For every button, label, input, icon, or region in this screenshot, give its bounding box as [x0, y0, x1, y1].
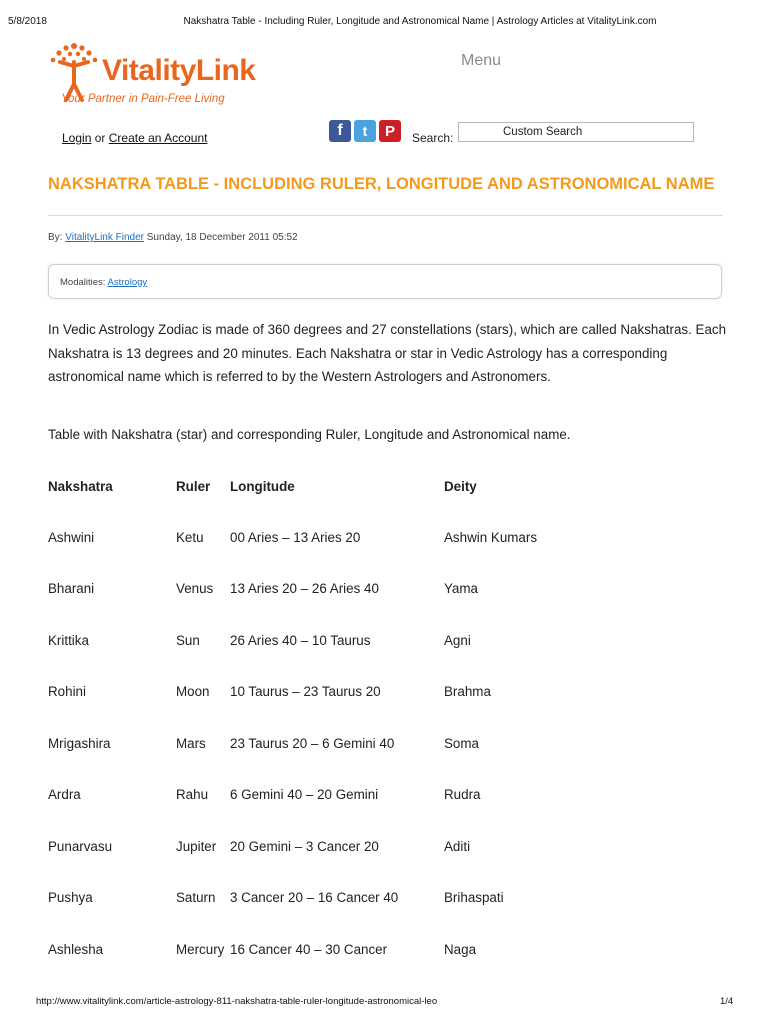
by-label: By:: [48, 232, 63, 243]
cell-nakshatra: Mrigashira: [48, 736, 111, 751]
cell-ruler: Moon: [176, 684, 210, 699]
cell-deity: Soma: [444, 736, 479, 751]
cell-nakshatra: Ashwini: [48, 530, 95, 545]
cell-ruler: Jupiter: [176, 839, 217, 854]
cell-longitude: 10 Taurus – 23 Taurus 20: [230, 684, 381, 699]
cell-ruler: Saturn: [176, 890, 216, 905]
social-links: [329, 120, 401, 142]
cell-deity: Naga: [444, 942, 477, 957]
print-footer-page: 1/4: [720, 996, 734, 1007]
cell-longitude: 13 Aries 20 – 26 Aries 40: [230, 581, 379, 596]
twitter-icon[interactable]: t: [354, 120, 376, 142]
cell-longitude: 00 Aries – 13 Aries 20: [230, 530, 361, 545]
cell-deity: Rudra: [444, 787, 481, 802]
print-footer-url: http://www.vitalitylink.com/article-astrology-811-nakshatra-table-ruler-longitude-astronomical-leo: [36, 996, 438, 1007]
cell-deity: Ashwin Kumars: [444, 530, 538, 545]
modalities-label: Modalities:: [60, 277, 106, 288]
article-title: NAKSHATRA TABLE - INCLUDING RULER, LONGITUDE AND ASTRONOMICAL NAME: [48, 175, 715, 193]
header-deity: Deity: [444, 479, 477, 494]
cell-longitude: 23 Taurus 20 – 6 Gemini 40: [230, 736, 395, 751]
cell-nakshatra: Rohini: [48, 684, 86, 699]
cell-nakshatra: Bharani: [48, 581, 95, 596]
login-link[interactable]: Login: [62, 131, 92, 145]
create-account-link[interactable]: Create an Account: [108, 131, 208, 145]
search-label: Search:: [412, 131, 454, 145]
auth-or-text: or: [94, 131, 106, 145]
cell-nakshatra: Pushya: [48, 890, 93, 905]
cell-deity: Yama: [444, 581, 478, 596]
cell-deity: Agni: [444, 633, 471, 648]
cell-nakshatra: Krittika: [48, 633, 89, 648]
table-intro: Table with Nakshatra (star) and corresponding Ruler, Longitude and Astronomical name.: [48, 427, 571, 442]
author-link[interactable]: VitalityLink Finder: [65, 232, 144, 243]
cell-deity: Brihaspati: [444, 890, 504, 905]
cell-ruler: Mercury: [176, 942, 225, 957]
cell-deity: Aditi: [444, 839, 471, 854]
header-longitude: Longitude: [230, 479, 295, 494]
article-date: Sunday, 18 December 2011 05:52: [146, 232, 298, 243]
cell-ruler: Ketu: [176, 530, 204, 545]
logo-name: VitalityLink: [102, 54, 256, 87]
cell-ruler: Sun: [176, 633, 200, 648]
cell-longitude: 6 Gemini 40 – 20 Gemini: [230, 787, 379, 802]
article-byline: [48, 232, 298, 243]
pinterest-icon[interactable]: P: [379, 120, 401, 142]
cell-nakshatra: Ashlesha: [48, 942, 104, 957]
header-ruler: Ruler: [176, 479, 211, 494]
cell-longitude: 3 Cancer 20 – 16 Cancer 40: [230, 890, 399, 905]
cell-ruler: Venus: [176, 581, 214, 596]
modality-link-astrology[interactable]: Astrology: [107, 277, 148, 288]
cell-longitude: 20 Gemini – 3 Cancer 20: [230, 839, 379, 854]
auth-links: [62, 131, 207, 145]
print-title: Nakshatra Table - Including Ruler, Longitude and Astronomical Name | Astrology Articles at VitalityLink.com: [183, 16, 657, 27]
cell-ruler: Mars: [176, 736, 206, 751]
search-input[interactable]: Custom Search: [458, 122, 694, 142]
cell-nakshatra: Punarvasu: [48, 839, 113, 854]
intro-paragraph: In Vedic Astrology Zodiac is made of 360 degrees and 27 constellations (stars), which are called Nakshatras. Each Nakshatra is 13 degrees and 20 minutes. Each Nakshatra or star in Vedic Astrology has a corresponding astronomical name which is referred to by the Western Astrologers and Astronomers.: [48, 322, 727, 384]
cell-deity: Brahma: [444, 684, 491, 699]
print-date: 5/8/2018: [8, 16, 47, 27]
modalities-box: [48, 264, 722, 299]
cell-longitude: 16 Cancer 40 – 30 Cancer: [230, 942, 388, 957]
cell-nakshatra: Ardra: [48, 787, 81, 802]
menu-button[interactable]: Menu: [461, 52, 502, 69]
modalities-line: [60, 277, 147, 288]
facebook-icon[interactable]: f: [329, 120, 351, 142]
cell-longitude: 26 Aries 40 – 10 Taurus: [230, 633, 371, 648]
logo-tagline: Your Partner in Pain-Free Living: [61, 93, 225, 105]
vitalitylink-logo[interactable]: [44, 40, 254, 112]
cell-ruler: Rahu: [176, 787, 209, 802]
title-divider: [48, 215, 723, 216]
header-nakshatra: Nakshatra: [48, 479, 113, 494]
